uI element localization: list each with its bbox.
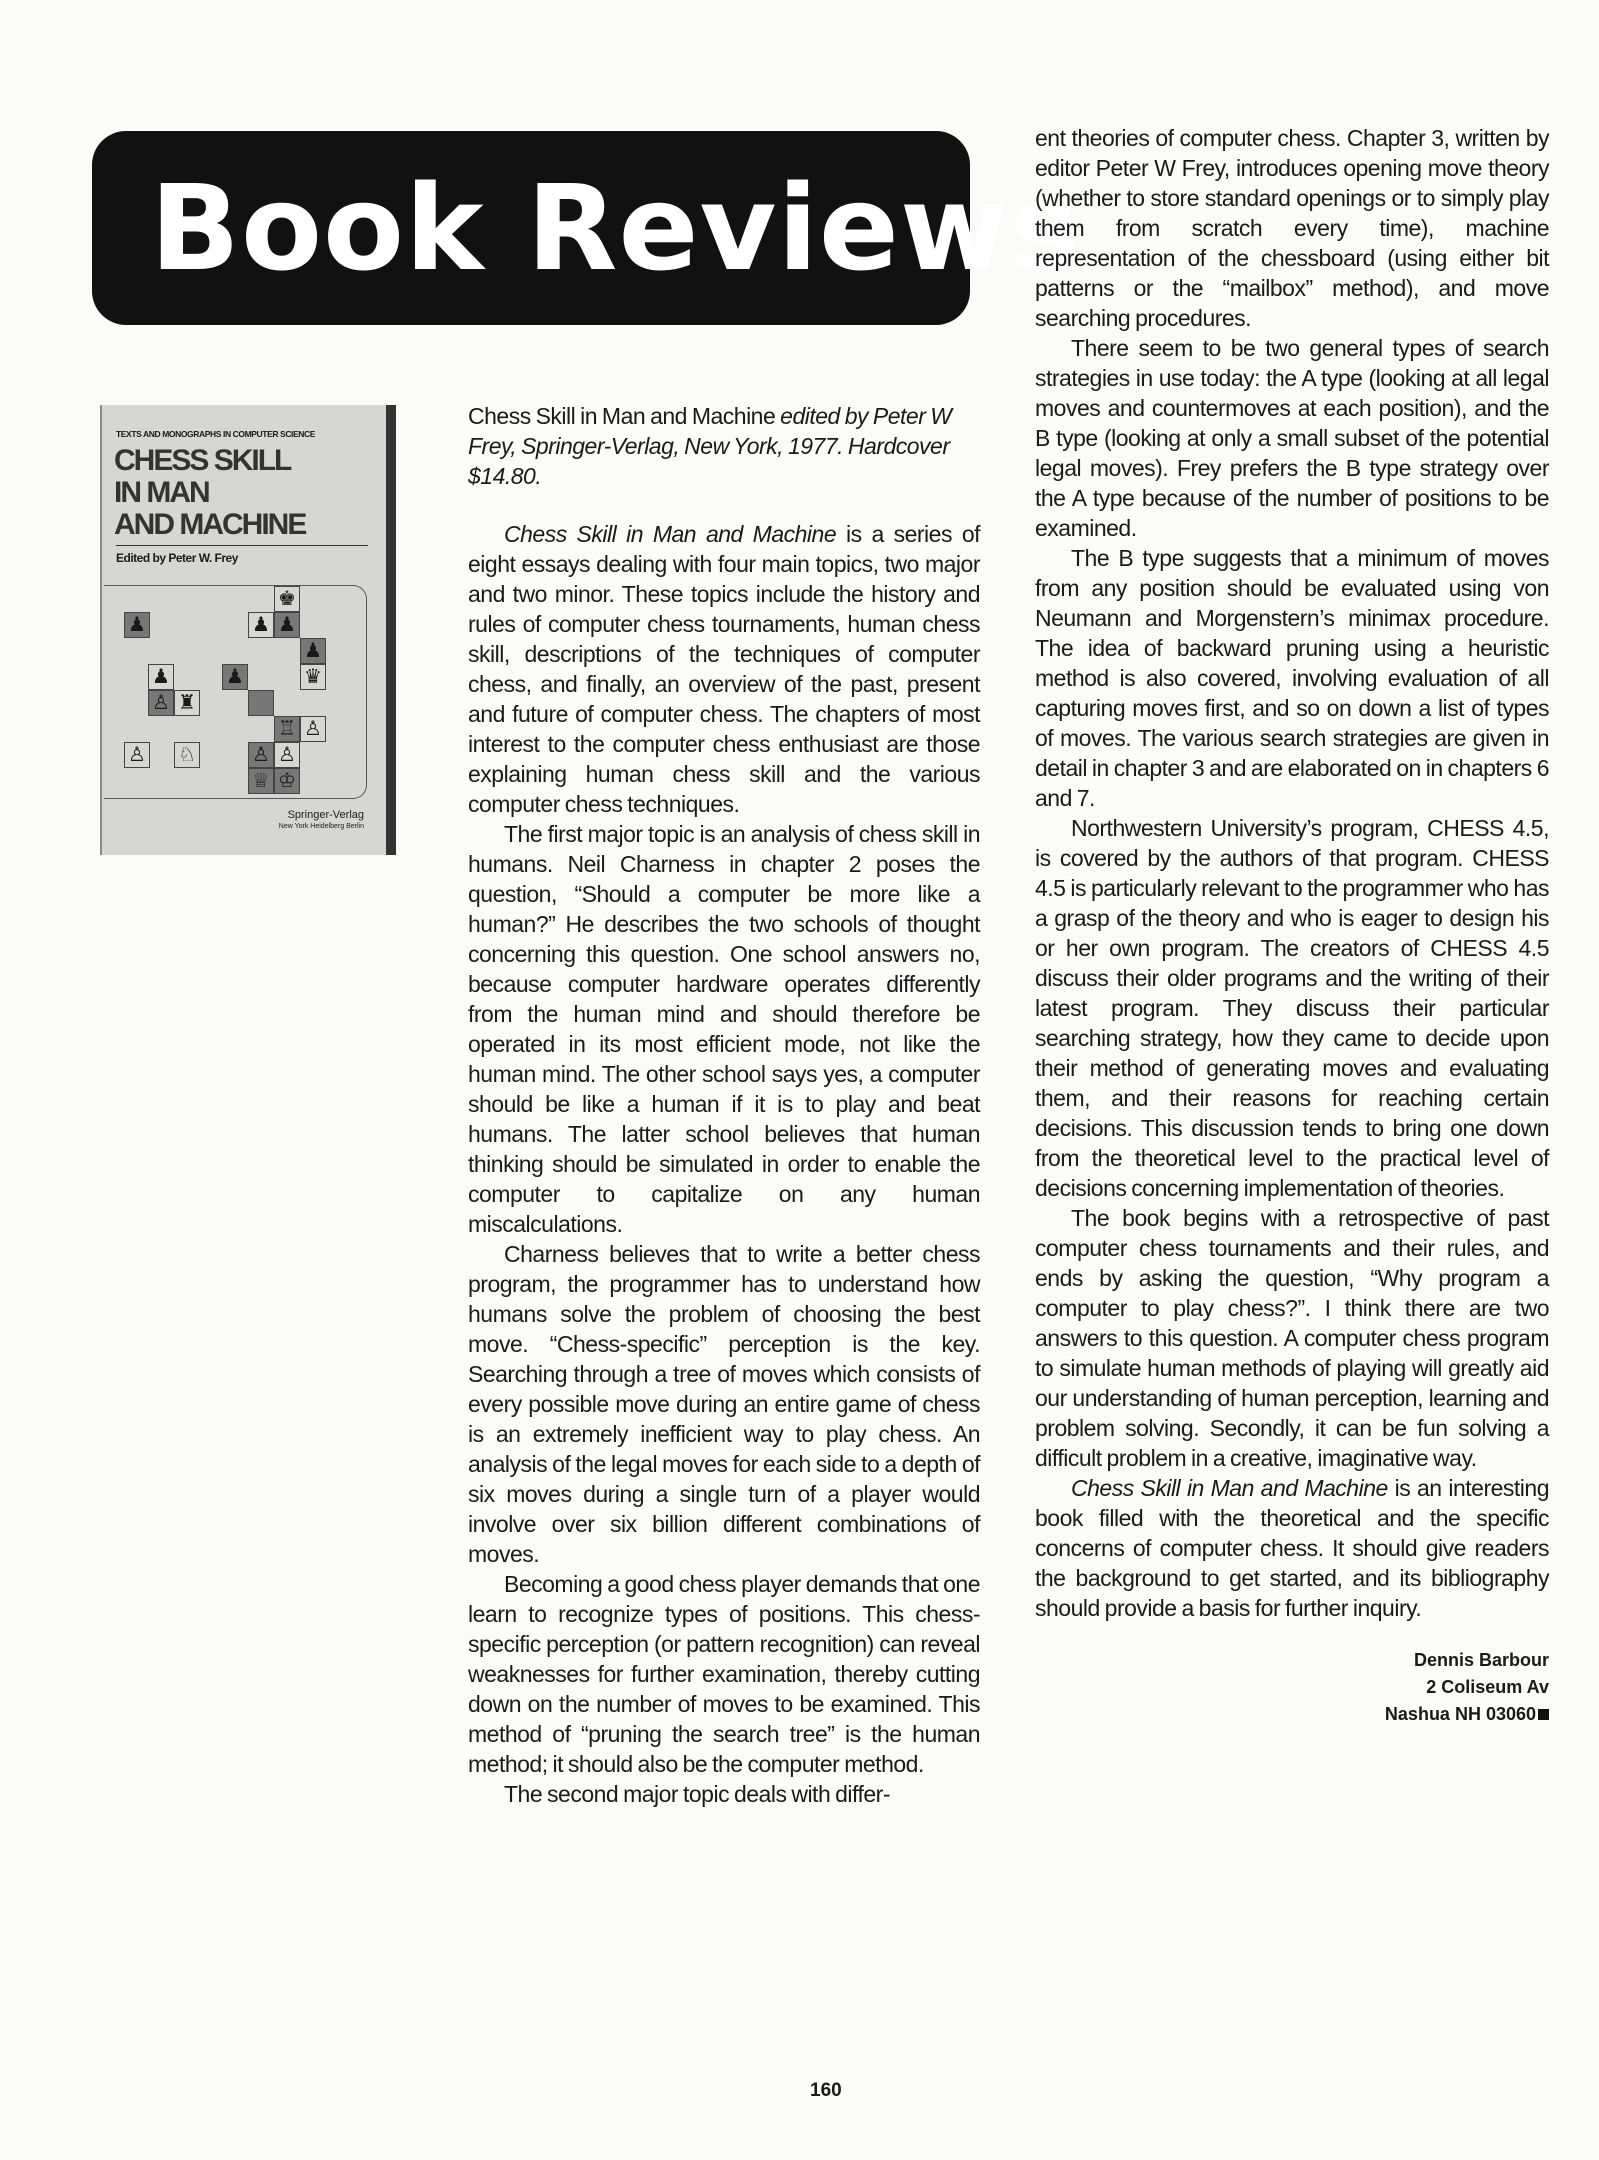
cover-rule [116,545,368,546]
paragraph: The first major topic is an analysis of chess skill in humans. Neil Charness in chapter 2 poses the question, “Should a computer be more like a human?” He describes the two schools of thought concerning this question. One school answers no, because computer hardware operates differently from the human mind and should therefore be operated in its most efficient mode, not like the human mind. The other school says yes, a computer should be like a human if it is to play and beat humans. The latter school believes that human thinking should be simulated in order to enable the computer to capitalize on any human miscalculations. [468,821,980,1237]
cover-editor: Edited by Peter W. Frey [116,551,238,565]
citation-details: edited by Peter W Frey, Springer-Verlag, New York, 1977. Hardcover $14.80. [468,403,952,489]
review-column-right [1035,123,1549,1728]
paragraph: The book begins with a retrospective of past computer chess tournaments and their rules, and ends by asking the question, “Why program a computer to play chess?”. I think there are two answers to this question. A computer chess program to simulate human methods of playing will greatly aid our understanding of human perception, learning and problem solving. Secondly, it can be fun solving a difficult problem in a creative, imaginative way. [1035,1205,1549,1471]
cover-publisher [279,809,364,832]
cover-title [114,445,305,541]
paragraph: Becoming a good chess player demands that one learn to recognize types of positions. This chess-specific perception (or pattern recognition) can reveal weaknesses for further examination, thereby cutting down on the number of moves to be examined. This method of “pruning the search tree” is the human method; it should also be the computer method. [468,1571,980,1777]
cover-title-line: IN MAN [114,476,209,509]
reviewer-signature [1035,1647,1549,1728]
cover-publisher-name: Springer-Verlag [287,809,364,821]
paragraph: The second major topic deals with differ- [504,1781,890,1807]
paragraph [1035,1473,1549,1623]
paragraph [468,519,980,819]
book-citation [468,401,980,491]
paragraph: Charness believes that to write a better chess program, the programmer has to understand how humans solve the problem of choosing the best move. “Chess-specific” perception is the key. Searching through a tree of moves which consists of every possible move during an entire game of chess is an extremely inefficient way to play chess. An analysis of the legal moves for each side to a depth of six moves during a single turn of a player would involve over six billion different combinations of moves. [468,1241,980,1567]
section-title: Book Reviews [150,159,1082,297]
section-banner [92,131,1082,325]
page-number: 160 [810,2080,842,2101]
cover-title-line: CHESS SKILL [114,444,291,477]
end-mark-icon [1538,1709,1549,1720]
chess-board-illustration: ♚ ♟ ♟ ♟ ♟ ♛ ♟ ♟ ♙ ♜ ♖ ♙ ♙ ♘ ♙ ♙ ♕ ♔ [104,585,367,799]
cover-series: TEXTS AND MONOGRAPHS IN COMPUTER SCIENCE [116,429,316,439]
book-title-italic: Chess Skill in Man and Machine [1071,1475,1388,1501]
book-cover-image [100,405,396,855]
cover-title-line: AND MACHINE [114,508,306,541]
paragraph-text: is a series of eight essays dealing with four main topics, two major and two minor. These topics include the history and rules of computer chess tournaments, human chess skill, descriptions of the techniques of computer chess, and finally, an overview of the past, present and future of computer chess. The chapters of most interest to the computer chess enthusiast are those explaining human chess skill and the various computer chess techniques. [468,521,980,817]
paragraph: There seem to be two general types of search strategies in use today: the A type (looking at all legal moves and countermoves at each position), and the B type (looking at only a small subset of the potential legal moves). Frey prefers the B type strategy over the A type because of the number of positions to be examined. [1035,335,1549,541]
citation-title: Chess Skill in Man and Machine [468,403,776,429]
reviewer-city: Nashua NH 03060 [1384,1704,1536,1724]
paragraph-text: is an interesting book filled with the theoretical and the specific concerns of computer chess. It should give readers the background to get started, and its bibliography should provide a basis for further inquiry. [1035,1475,1549,1621]
book-title-italic: Chess Skill in Man and Machine [504,521,837,547]
cover-cities: New York Heidelberg Berlin [278,823,364,830]
reviewer-name: Dennis Barbour [1413,1650,1549,1670]
reviewer-address: 2 Coliseum Av [1426,1677,1549,1697]
paragraph: Northwestern University’s program, CHESS 4.5, is covered by the authors of that program. CHESS 4.5 is particularly relevant to the programmer who has a grasp of the theory and who is eager to design his or her own program. The creators of CHESS 4.5 discuss their older programs and the writing of their latest program. They discuss their particular searching strategy, how they came to decide upon their method of generating moves and evaluating them, and their reasons for reaching certain decisions. This discussion tends to bring one down from the theoretical level to the practical level of decisions concerning implementation of theories. [1035,815,1549,1201]
review-column-middle [468,401,980,1809]
paragraph: The B type suggests that a minimum of moves from any position should be evaluated using von Neumann and Morgenstern’s minimax procedure. The idea of backward pruning using a heuristic method is also covered, involving evaluation of all capturing moves first, and so on down a list of types of moves. The various search strategies are given in detail in chapter 3 and are elaborated on in chapters 6 and 7. [1035,545,1549,811]
paragraph: ent theories of computer chess. Chapter 3, written by editor Peter W Frey, introduces opening move theory (whether to store standard openings or to simply play them from scratch every time), machine representation of the chessboard (using either bit patterns or the “mailbox” method), and move searching procedures. [1035,125,1549,331]
